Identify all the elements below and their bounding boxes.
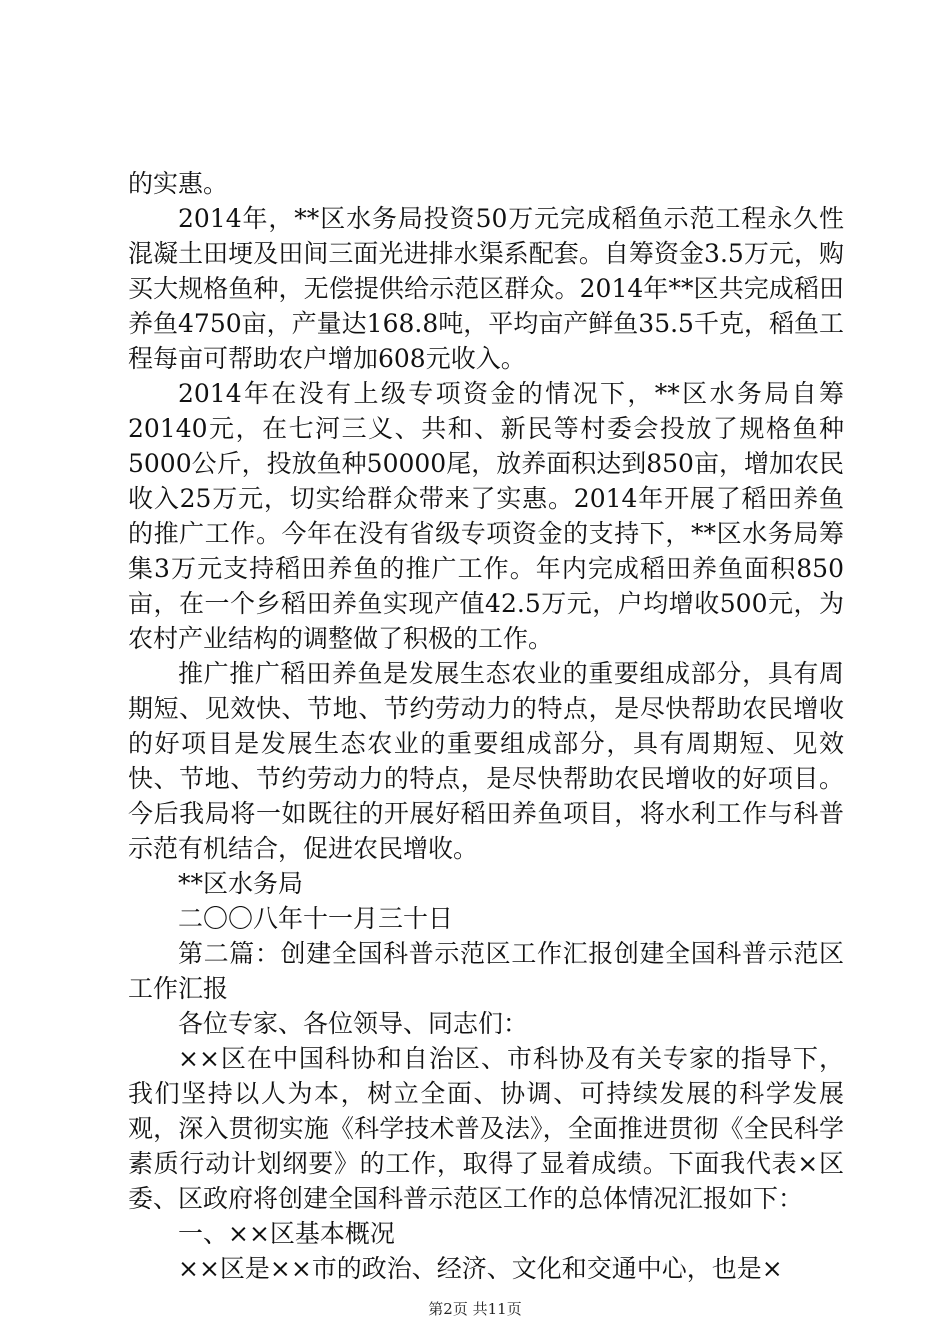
paragraph-intro: ××区在中国科协和自治区、市科协及有关专家的指导下，我们坚持以人为本，树立全面、协调、可持续发展的科学发展观，深入贯彻实施《科学技术普及法》，全面推进贯彻《全民科学素质行动计划纲要》的工作，取得了显着成绩。下面我代表×区委、区政府将创建全国科普示范区工作的总体情况汇报如下： <box>128 1044 844 1213</box>
paragraph-self-funding: 2014年在没有上级专项资金的情况下，**区水务局自筹20140元，在七河三义、共和、新民等村委会投放了规格鱼种5000公斤，投放鱼种50000尾，放养面积达到850亩，增加农民收入25万元，切实给群众带来了实惠。2014年开展了稻田养鱼的推广工作。今年在没有省级专项资金的支持下，**区水务局筹集3万元支持稻田养鱼的推广工作。年内完成稻田养鱼面积850亩，在一个乡稻田养鱼实现产值42.5万元，户均增收500元，为农村产业结构的调整做了积极的工作。 <box>128 379 844 653</box>
paragraph-investment: 2014年，**区水务局投资50万元完成稻鱼示范工程永久性混凝土田埂及田间三面光进排水渠系配套。自筹资金3.5万元，购买大规格鱼种，无偿提供给示范区群众。2014年**区共完成稻田养鱼4750亩，产量达168.8吨，平均亩产鲜鱼35.5千克，稻鱼工程每亩可帮助农户增加608元收入。 <box>128 204 844 373</box>
signature-org: **区水务局 <box>178 869 304 898</box>
page-footer: 第2页 共11页 <box>428 1300 522 1318</box>
paragraph-continuation: 的实惠。 <box>128 169 229 198</box>
paragraph-overview: ××区是××市的政治、经济、文化和交通中心，也是× <box>178 1254 783 1283</box>
salutation: 各位专家、各位领导、同志们： <box>178 1009 529 1038</box>
section-title: 第二篇：创建全国科普示范区工作汇报创建全国科普示范区工作汇报 <box>128 939 844 1003</box>
document-body <box>128 166 844 1286</box>
subheading-overview: 一、××区基本概况 <box>178 1219 395 1248</box>
paragraph-promotion: 推广推广稻田养鱼是发展生态农业的重要组成部分，具有周期短、见效快、节地、节约劳动力的特点，是尽快帮助农民增收的好项目是发展生态农业的重要组成部分，具有周期短、见效快、节地、节约劳动力的特点，是尽快帮助农民增收的好项目。今后我局将一如既往的开展好稻田养鱼项目，将水利工作与科普示范有机结合，促进农民增收。 <box>128 659 844 863</box>
signature-date: 二〇〇八年十一月三十日 <box>178 904 454 933</box>
